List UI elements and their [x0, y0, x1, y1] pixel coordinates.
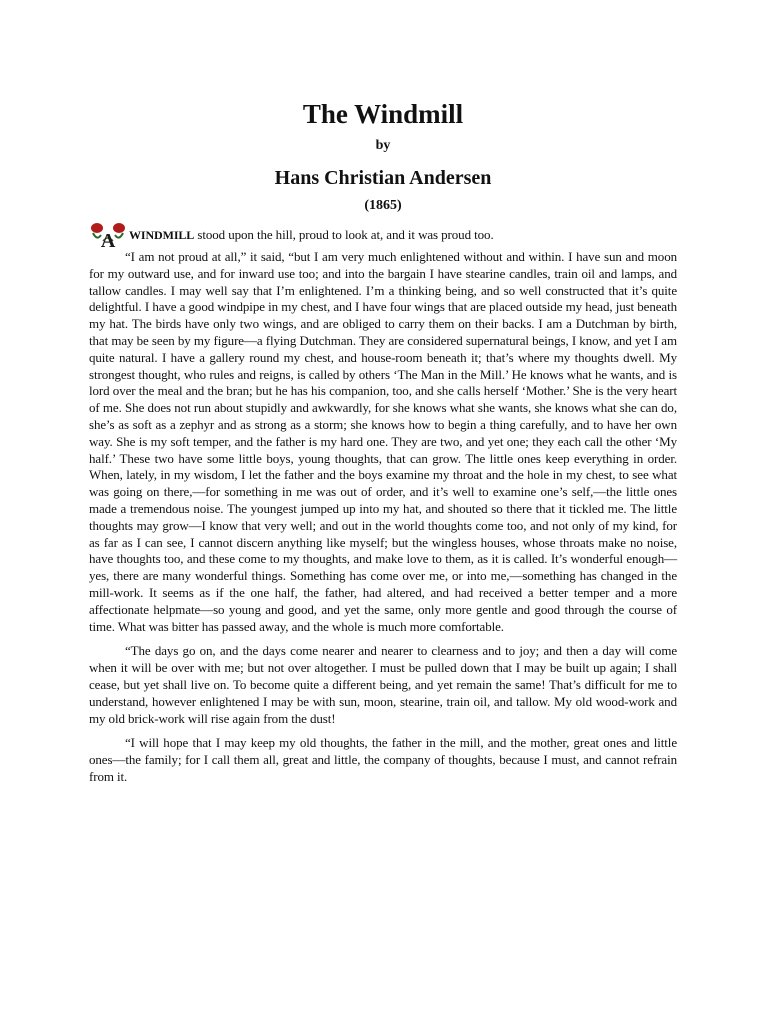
page-title: The Windmill: [302, 99, 464, 129]
paragraph-3: “I will hope that I may keep my old thoughts, the father in the mill, and the mother, great ones and little ones—the family; for I call them all, great and little, the company of thoughts, because I must, and cannot refrain from it.: [89, 735, 677, 784]
paragraph-2: “The days go on, and the days come nearer and nearer to clearness and to joy; and then a day will come when it will be over with me; but not over altogether. I must be pulled down that I may be built up again; I shall cease, but yet shall live on. To become quite a different being, and yet remain the same! That’s difficult for me to understand, however enlightened I may be with sun, moon, stearine, train oil, and tallow. My old wood-work and my old brick-work will rise again from the dust!: [89, 643, 677, 726]
story-text: [89, 221, 677, 786]
author-name: Hans Christian Andersen: [274, 167, 492, 189]
byline: by: [375, 138, 391, 153]
document-page: [89, 96, 677, 786]
paragraph-1: “I am not proud at all,” it said, “but I am very much enlightened without and within. I have sun and moon for my outward use, and for inward use too; and into the bargain I have stearine candles, train oil and lamps, and tallow candles. I may well say that I’m enlightened. I’m a thinking being, and so well constructed that it’s quite delightful. I have a good windpipe in my chest, and I have four wings that are placed outside my head, just beneath my hat. The birds have only two wings, and are obliged to carry them on their backs. I am a Dutchman by birth, that may be seen by my figure—a flying Dutchman. They are considered supernatural beings, I know, and yet I am quite natural. I have a gallery round my chest, and house-room beneath it; that’s where my thoughts dwell. My strongest thought, who rules and reigns, is called by others ‘The Man in the Mill.’ He knows what he wants, and is lord over the meal and the bran; but he has his companion, too, and she calls herself ‘Mother.’ She is the very heart of me. She does not run about stupidly and awkwardly, for she knows what she wants, she knows what she can do, she’s as soft as a zephyr and as strong as a storm; she knows how to begin a thing carefully, and to have her own way. She is my soft temper, and the father is my hard one. They are two, and yet one; they each call the other ‘My half.’ These two have some little boys, young thoughts, that can grow. The little ones keep everything in order. When, lately, in my wisdom, I let the father and the boys examine my throat and the hole in my chest, to see what was going on there,—for something in me was out of order, and it’s well to examine one’s self,—the little ones made a tremendous noise. The youngest jumped up into my hat, and shouted so there that it tickled me. The little thoughts may grow—I know that very well; and out in the world thoughts come too, and not only of my kind, for as far as I can see, I cannot discern anything like myself; but the wingless houses, whose throats make no noise, have thoughts too, and these come to my thoughts, and make love to them, as it is called. It’s wonderful enough—yes, there are many wonderful things. Something has come over me, or into me,—something has changed in the mill-work. It seems as if the one half, the father, had altered, and had received a better temper and a more affectionate helpmate—so young and good, and yet the same, only more gentle and good through the course of time. What was bitter has passed away, and the whole is much more comfortable.: [89, 249, 677, 634]
svg-text:A: A: [100, 230, 116, 249]
decorated-initial-icon: [89, 221, 127, 249]
opening-text: stood upon the hill, proud to look at, and it was proud too.: [194, 227, 494, 242]
publication-year: (1865): [364, 198, 402, 213]
opening-smallcaps: WINDMILL: [129, 228, 195, 242]
opening-paragraph: [89, 221, 677, 249]
